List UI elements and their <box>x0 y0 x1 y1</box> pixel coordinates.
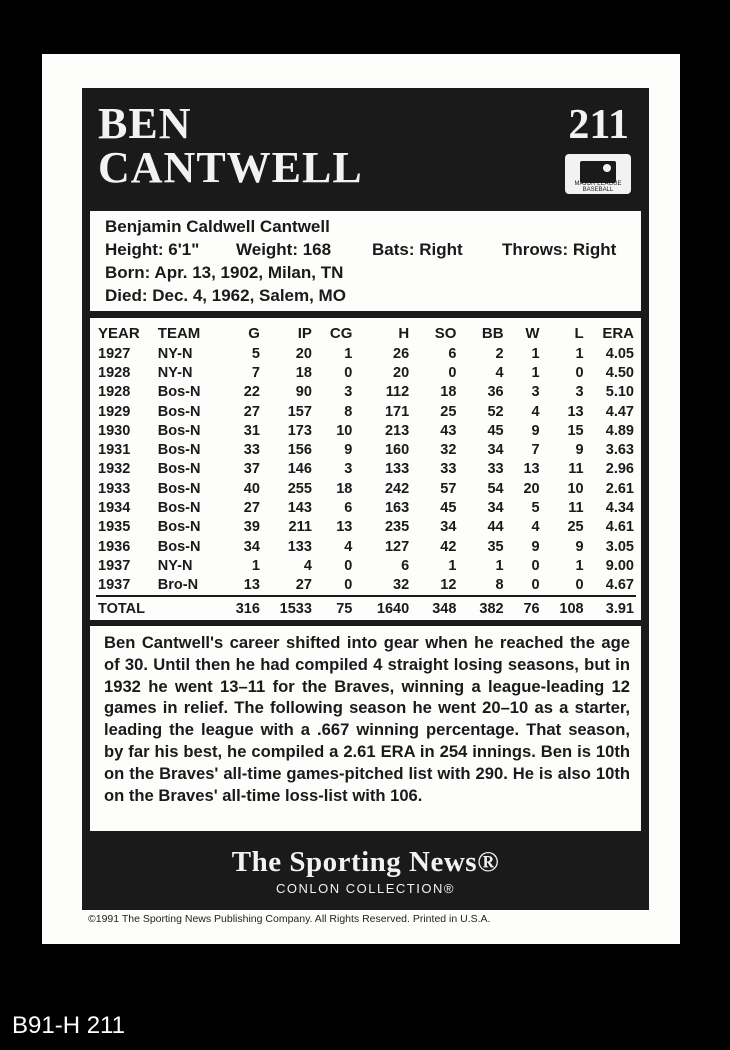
stats-cell: TOTAL <box>96 596 156 621</box>
stats-cell: 10 <box>567 480 584 497</box>
stats-cell: 1927 <box>98 345 131 362</box>
born-text: Born: Apr. 13, 1902, Milan, TN <box>105 263 344 282</box>
stats-cell: 1937 <box>98 577 131 594</box>
stats-cell: 1 <box>251 557 260 574</box>
stats-cell: Bos-N <box>157 384 201 401</box>
stats-cell: 127 <box>384 538 410 555</box>
stats-cell: 6 <box>401 557 410 574</box>
stats-row <box>96 363 636 382</box>
stats-cell: 9 <box>575 538 584 555</box>
stats-cell: 13 <box>243 577 260 594</box>
stats-cell: Bos-N <box>157 519 201 536</box>
stats-cell: 4 <box>344 538 353 555</box>
stats-cell: 5 <box>531 500 540 517</box>
stats-header-cell: YEAR <box>98 324 140 342</box>
stats-cell: 33 <box>243 442 260 459</box>
stats-cell: 4.34 <box>605 500 634 517</box>
stats-cell: 146 <box>287 461 312 478</box>
stats-cell: 213 <box>384 422 410 439</box>
stats-cell: 32 <box>440 442 457 459</box>
stats-cell: 12 <box>440 577 457 594</box>
stats-cell: 18 <box>440 384 457 401</box>
stats-cell: 4 <box>303 557 312 574</box>
stats-cell: 160 <box>384 442 410 459</box>
stats-cell: 20 <box>523 480 540 497</box>
stats-cell: 6 <box>448 345 457 362</box>
stats-cell: 1 <box>531 345 540 362</box>
stats-cell: 15 <box>567 422 584 439</box>
stats-cell: 4.47 <box>605 403 634 420</box>
stats-cell: 34 <box>487 442 504 459</box>
stats-cell: 34 <box>243 538 260 555</box>
stats-cell: 4.67 <box>605 577 634 594</box>
stats-cell: 0 <box>575 364 584 381</box>
stats-cell: Bos-N <box>157 538 201 555</box>
stats-cell: 3.91 <box>586 596 636 621</box>
stats-cell: 0 <box>531 557 540 574</box>
stats-cell: 108 <box>542 596 586 621</box>
stats-cell: 27 <box>243 403 260 420</box>
stats-header-cell: G <box>248 324 260 342</box>
stats-cell: 133 <box>287 538 312 555</box>
stats-cell: 10 <box>336 422 353 439</box>
stats-row <box>96 440 636 459</box>
stats-cell: 4 <box>531 403 540 420</box>
stats-cell: 133 <box>384 461 410 478</box>
stats-cell: Bos-N <box>157 403 201 420</box>
stats-table <box>96 322 636 621</box>
stats-cell: Bos-N <box>157 500 201 517</box>
stats-cell: 32 <box>393 577 410 594</box>
stats-header-cell: W <box>525 324 540 342</box>
stats-cell: 0 <box>531 577 540 594</box>
stats-cell: 3 <box>531 384 540 401</box>
stats-cell: 242 <box>384 480 410 497</box>
stats-cell: 255 <box>287 480 312 497</box>
copyright-text: ©1991 The Sporting News Publishing Company. All Rights Reserved. Printed in U.S.A. <box>88 913 491 925</box>
stats-cell: 1533 <box>262 596 314 621</box>
stats-cell: 45 <box>487 422 504 439</box>
stats-header-cell: TEAM <box>157 324 201 342</box>
stats-cell: 211 <box>288 519 312 536</box>
died-text: Died: Dec. 4, 1962, Salem, MO <box>105 286 346 305</box>
stats-cell: Bos-N <box>157 442 201 459</box>
stats-cell: 5.10 <box>605 384 634 401</box>
stats-cell: 20 <box>393 364 410 381</box>
career-summary-panel <box>90 626 641 831</box>
weight-text: Weight: 168 <box>236 240 332 259</box>
player-first-name: BEN <box>98 99 192 148</box>
stats-cell: 37 <box>243 461 260 478</box>
card-dark-panel <box>82 88 649 910</box>
stats-total-row <box>96 596 636 621</box>
mlb-logo-icon <box>565 154 631 194</box>
stats-cell: NY-N <box>157 345 193 362</box>
brand-name: The Sporting News® <box>231 846 500 878</box>
stats-cell: 143 <box>287 500 312 517</box>
stats-panel <box>90 318 641 620</box>
stats-cell: 171 <box>384 403 410 420</box>
stats-cell: 1935 <box>98 519 131 536</box>
stats-cell: 1 <box>575 557 584 574</box>
stats-cell: 13 <box>567 403 584 420</box>
stats-cell: 0 <box>344 364 353 381</box>
stats-cell: 7 <box>251 364 260 381</box>
stats-cell: 9.00 <box>605 557 634 574</box>
stats-cell: 1 <box>448 557 457 574</box>
stats-cell: 1934 <box>98 500 131 517</box>
stats-cell: 9 <box>531 422 540 439</box>
sporting-news-logo <box>82 846 649 896</box>
stats-cell: 0 <box>344 557 353 574</box>
card-number: 211 <box>568 102 629 148</box>
stats-cell: 2 <box>495 345 504 362</box>
stats-cell: 33 <box>487 461 504 478</box>
stats-cell: 26 <box>393 345 410 362</box>
stats-cell: 1640 <box>354 596 411 621</box>
stats-row <box>96 421 636 440</box>
stats-cell: 316 <box>221 596 262 621</box>
stats-cell: 33 <box>440 461 457 478</box>
stats-cell: Bro-N <box>157 577 199 594</box>
stats-header-cell: H <box>398 324 410 342</box>
stats-cell: Bos-N <box>157 461 201 478</box>
stats-cell: 27 <box>295 577 312 594</box>
stats-row <box>96 402 636 421</box>
stats-cell: 3 <box>344 384 353 401</box>
stats-cell: 8 <box>495 577 504 594</box>
stats-cell: 3 <box>575 384 584 401</box>
stats-row <box>96 479 636 498</box>
stats-cell: 3.05 <box>605 538 634 555</box>
stats-cell: 157 <box>287 403 312 420</box>
stats-cell <box>156 596 221 621</box>
stats-row <box>96 460 636 479</box>
stats-cell: 13 <box>523 461 540 478</box>
career-summary-text: Ben Cantwell's career shifted into gear when he reached the age of 30. Until then he had compiled 4 straight losing seasons, but in 1932 he went 13–11 for the Braves, winning a league-leading 12 games in relief. The following season he went 20–10 as a starter, leading the league with a .667 winning percentage. That season, by far his best, he compiled a 2.61 ERA in 254 innings. Ben is 10th on the Braves' all-time games-pitched list with 290. He is also 10th on the Braves' all-time loss-list with 106. <box>104 633 630 805</box>
stats-cell: NY-N <box>157 557 193 574</box>
collection-name: CONLON COLLECTION® <box>276 881 455 896</box>
stats-cell: 4.61 <box>605 519 634 536</box>
stats-header-cell: L <box>574 324 584 342</box>
stats-cell: 1930 <box>98 422 131 439</box>
stats-cell: 4.05 <box>605 345 634 362</box>
stats-cell: 9 <box>575 442 584 459</box>
stats-cell: 11 <box>568 461 584 478</box>
stats-header-cell: BB <box>481 324 504 342</box>
stats-cell: 1931 <box>98 442 131 459</box>
stats-cell: 22 <box>243 384 260 401</box>
stats-cell: 13 <box>336 519 353 536</box>
stats-header-cell: SO <box>434 324 457 342</box>
full-name: Benjamin Caldwell Cantwell <box>105 217 330 236</box>
stats-cell: 9 <box>344 442 353 459</box>
stats-cell: 1932 <box>98 461 131 478</box>
stats-cell: 20 <box>295 345 312 362</box>
stats-cell: 4 <box>531 519 540 536</box>
stats-header-cell: CG <box>329 324 353 342</box>
stats-cell: 3.63 <box>605 442 634 459</box>
throws-text: Throws: Right <box>502 240 617 259</box>
stats-cell: 3 <box>344 461 353 478</box>
stats-cell: 348 <box>411 596 458 621</box>
stats-cell: 6 <box>344 500 353 517</box>
stats-cell: 235 <box>384 519 410 536</box>
stats-cell: 112 <box>385 384 410 401</box>
stats-cell: 18 <box>295 364 312 381</box>
stats-cell: 42 <box>440 538 457 555</box>
stats-header-cell: ERA <box>602 324 634 342</box>
stats-cell: 90 <box>295 384 312 401</box>
stats-row <box>96 498 636 517</box>
stats-cell: 8 <box>344 403 353 420</box>
stats-cell: 163 <box>384 500 410 517</box>
stats-cell: 0 <box>344 577 353 594</box>
stats-cell: 34 <box>487 500 504 517</box>
stats-cell: 1937 <box>98 557 131 574</box>
stats-cell: 52 <box>487 403 504 420</box>
stats-cell: NY-N <box>157 364 193 381</box>
stats-cell: 40 <box>243 480 260 497</box>
stats-cell: 34 <box>440 519 457 536</box>
stats-cell: 9 <box>531 538 540 555</box>
stats-cell: 45 <box>440 500 457 517</box>
stats-cell: 1 <box>344 345 353 362</box>
stats-cell: 0 <box>448 364 457 381</box>
stats-cell: 1928 <box>98 364 131 381</box>
stats-cell: 76 <box>506 596 542 621</box>
stats-cell: 18 <box>336 480 353 497</box>
stats-cell: 75 <box>314 596 354 621</box>
stats-header-cell: IP <box>297 324 312 342</box>
bats-text: Bats: Right <box>372 240 463 259</box>
stats-cell: 39 <box>243 519 260 536</box>
stats-cell: 36 <box>487 384 504 401</box>
stats-row <box>96 537 636 556</box>
stats-cell: 35 <box>487 538 504 555</box>
stats-cell: 1 <box>495 557 504 574</box>
stats-cell: 27 <box>243 500 260 517</box>
stats-row <box>96 556 636 575</box>
stats-cell: 31 <box>243 422 260 439</box>
stats-cell: 1928 <box>98 384 131 401</box>
stats-cell: 156 <box>287 442 312 459</box>
logo-text: MAJOR LEAGUE BASEBALL <box>574 181 622 193</box>
stats-cell: 1936 <box>98 538 131 555</box>
stats-cell: 382 <box>458 596 505 621</box>
stats-cell: 57 <box>440 480 457 497</box>
stats-cell: 1 <box>531 364 540 381</box>
stats-cell: 43 <box>440 422 457 439</box>
stats-cell: 11 <box>568 500 584 517</box>
stats-cell: Bos-N <box>157 422 201 439</box>
player-last-name: CANTWELL <box>98 143 363 192</box>
stats-row <box>96 344 636 363</box>
stats-cell: 173 <box>287 422 312 439</box>
stats-cell: 1929 <box>98 403 131 420</box>
stats-cell: 7 <box>531 442 540 459</box>
stats-cell: 25 <box>567 519 584 536</box>
stats-cell: 2.96 <box>605 461 634 478</box>
player-name <box>98 99 363 192</box>
stats-cell: 1 <box>575 345 584 362</box>
height-text: Height: 6'1" <box>105 240 200 259</box>
stats-row <box>96 383 636 402</box>
stats-cell: 54 <box>487 480 504 497</box>
stats-cell: 4.89 <box>605 422 634 439</box>
stats-row <box>96 518 636 537</box>
stats-cell: 25 <box>440 403 457 420</box>
stats-cell: 1933 <box>98 480 131 497</box>
stats-cell: 5 <box>251 345 260 362</box>
trading-card-back <box>42 54 680 944</box>
stats-cell: 2.61 <box>605 480 634 497</box>
stats-cell: 4 <box>495 364 504 381</box>
stats-row <box>96 576 636 596</box>
image-caption: B91-H 211 <box>12 1012 125 1039</box>
bio-panel <box>90 211 641 311</box>
stats-cell: Bos-N <box>157 480 201 497</box>
stats-cell: 44 <box>487 519 504 536</box>
stats-cell: 0 <box>575 577 584 594</box>
stats-cell: 4.50 <box>605 364 634 381</box>
